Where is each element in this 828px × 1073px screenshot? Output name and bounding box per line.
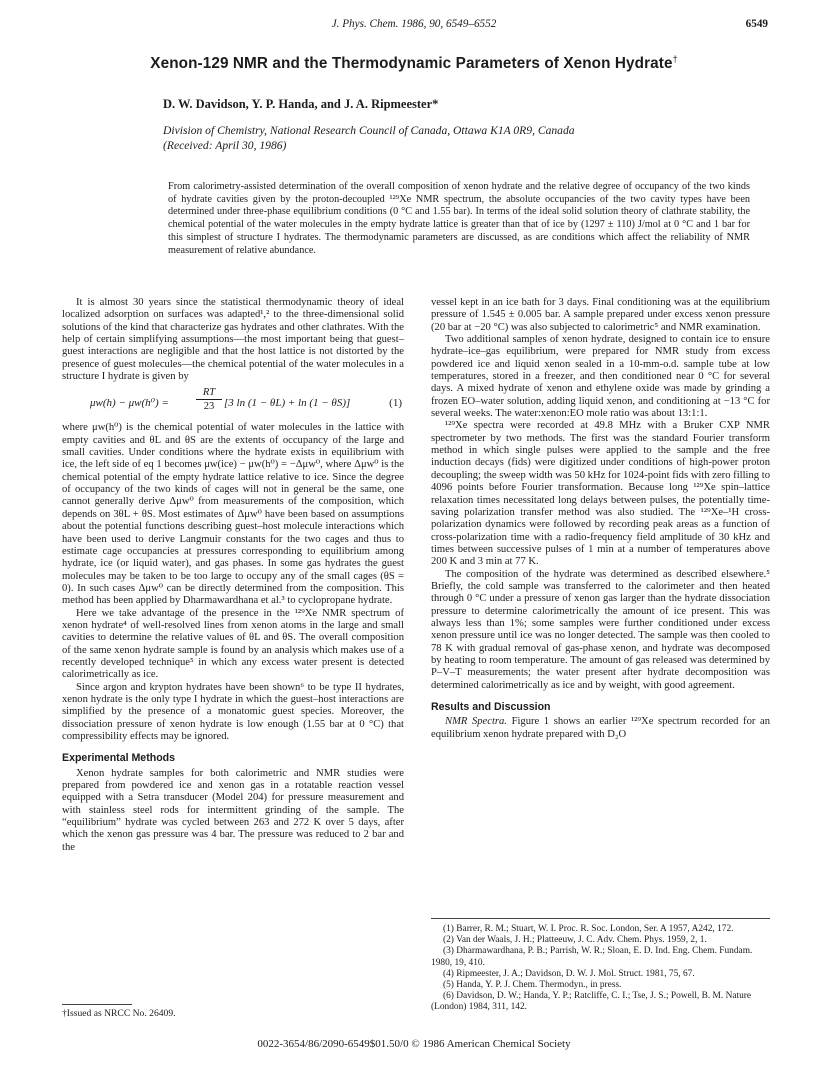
paragraph: Here we take advantage of the presence in the ¹²⁹Xe NMR spectrum of xenon hydrate⁴ of well-resolved lines from xenon atoms in the large and small cavities to determine the relative values of θL and θS. The overall composition of the same xenon hydrate sample is found by an analysis which makes use of a recently developed technique⁵ in which any excess water present is detected calorimetrically as ice.	[62, 607, 404, 681]
author-list: D. W. Davidson, Y. P. Handa, and J. A. Ripmeester*	[163, 97, 439, 111]
paragraph: It is almost 30 years since the statistical thermodynamic theory of ideal localized adsorption on surfaces was adapted¹,² to the three-dimensional solid solutions of the kind that characterize gas hydrates and other clathrates. With the help of certain simplifying assumptions—the most important being that guest–guest interactions are negligible and that the host lattice is not distorted by the presence of guest molecules—the chemical potential of the water molecules in a structure I hydrate is given by	[62, 297, 404, 383]
equation-fraction	[196, 386, 222, 413]
journal-reference: J. Phys. Chem. 1986, 90, 6549–6552	[331, 18, 497, 30]
section-heading: Experimental Methods	[62, 752, 176, 765]
reference-item: (1) Barrer, R. M.; Stuart, W. I. Proc. R. Soc. London, Ser. A 1957, A242, 172.	[443, 924, 734, 934]
fraction-numerator: RT	[196, 386, 222, 400]
subsection-heading: NMR Spectra.	[445, 716, 507, 728]
title-footnote-mark: †	[672, 53, 678, 64]
footnote-divider	[62, 1004, 132, 1005]
affiliation-block	[163, 123, 723, 153]
references-divider	[431, 918, 770, 919]
paragraph	[431, 716, 770, 741]
reference-item: (2) Van der Waals, J. H.; Platteeuw, J. C. Adv. Chem. Phys. 1959, 2, 1.	[443, 935, 707, 946]
received-date: (Received: April 30, 1986)	[163, 139, 287, 152]
copyright-line: 0022-3654/86/2090-6549$01.50/0 © 1986 American Chemical Society	[257, 1038, 571, 1050]
section-heading: Results and Discussion	[431, 701, 551, 713]
article-title	[0, 55, 828, 73]
reference-item: (3) Dharmawardhana, P. B.; Parrish, W. R.; Sloan, E. D. Ind. Eng. Chem. Fundam. 1980, 19, 410.	[431, 946, 753, 968]
paragraph-text: Figure 1 shows an earlier ¹²⁹Xe spectrum recorded for an equilibrium xenon hydrate prepared with D₂O	[431, 716, 770, 740]
equation-rhs: [3 ln (1 − θL) + ln (1 − θS)]	[224, 397, 351, 410]
page-number: 6549	[745, 18, 768, 30]
paragraph: vessel kept in an ice bath for 3 days. Final conditioning was at the equilibrium pressure of 1.545 ± 0.005 bar. A sample prepared under excess xenon pressure (20 bar at −20 °C) was also subjected to calorimetric⁵ and NMR examination.	[431, 297, 770, 333]
running-head	[0, 18, 828, 34]
fraction-denominator: 23	[203, 401, 215, 413]
equation-number: (1)	[389, 397, 402, 410]
paragraph: Xenon hydrate samples for both calorimetric and NMR studies were prepared from powdered ice and xenon gas in a rotatable reaction vessel equipped with a Setra transducer (Model 204) for pressure measurement and with stainless steel rods for intermittent grinding of the sample. The “equilibrium” hydrate was cycled between 263 and 272 K over 5 days, after which the xenon gas pressure was 4 bar. The pressure was reduced to 2 bar and the	[62, 767, 404, 853]
paragraph: where μw(h⁰) is the chemical potential of water molecules in the lattice with empty cavities and θL and θS are the extents of occupancy of the large and small cavities. Under conditions where the hydrate exists in equilibrium with ice, the left side of eq 1 becomes μw(ice) − μw(h⁰) = −Δμw⁰, where Δμw⁰ is the chemical potential of the empty hydrate lattice relative to ice. Since the degree of occupancy of the two kinds of cages will not in general be the same, one cannot generally derive Δμw⁰ from measurements of the composition, which depends on 3θL + θS. Most estimates of Δμw⁰ have been based on assumptions about the potential functions describing guest–host molecule interactions which have been used to derive Langmuir constants for the two cages and thus to estimate cage occupancies at pressures corresponding to equilibrium among hydrate, ice (or liquid water), and gas phases. In some gas hydrates the guest molecules may be taken to be too large to occupy any of the small cages (θS = 0). In such cases Δμw⁰ can be directly determined from the composition. This method has been applied by Dharmawardhana et al.³ to cyclopropane hydrate.	[62, 422, 404, 607]
left-column	[62, 297, 404, 854]
affiliation: Division of Chemistry, National Research Council of Canada, Ottawa K1A 0R9, Canada	[163, 124, 575, 137]
reference-item: (4) Ripmeester, J. A.; Davidson, D. W. J. Mol. Struct. 1981, 75, 67.	[443, 968, 695, 979]
paragraph: Since argon and krypton hydrates have been shown⁶ to be type II hydrates, xenon hydrate is the only type I hydrate in which the guest–host interactions are simplified by the presence of a monatomic guest species. Moreover, the dissociation pressure of xenon hydrate is low enough (1.55 bar at 0 °C) that compressibility effects may be ignored.	[62, 681, 404, 742]
paragraph: The composition of the hydrate was determined as described elsewhere.⁵ Briefly, the cold sample was transferred to the calorimeter and then heated through 0 °C under a pressure of xenon gas larger than the hydrate dissociation pressure to determine calorimetrically the amount of ice present. This was always less than 1%; some samples were further conditioned under excess xenon pressure until ice was no longer detected. The sample was then cooled to 78 K with gradual removal of gas-phase xenon, and hydrate was decomposed by heating to room temperature. The amount of gas released was determined by P–V–T measurements; the water present after hydrate decomposition was determined calorimetrically as ice and by weight, with good agreement.	[431, 568, 770, 691]
abstract: From calorimetry-assisted determination of the overall composition of xenon hydrate and the relative degree of occupancy of the two kinds of hydrate cavities given by the proton-decoupled ¹²⁹Xe NMR spectrum, the absolute occupancies of the two cavity types have been determined under three-phase equilibrium conditions (0 °C and 1.55 bar). In terms of the ideal solid solution theory of clathrate stability, the chemical potential of the water molecules in the empty hydrate lattice is greater than that of ice by (1297 ± 110) J/mol at 0 °C and 1 bar for this simplest of structure I hydrates. The thermodynamic parameters are discussed, as are conditions which affect the reliability of NMR measurement of relative abundance.	[168, 181, 750, 256]
reference-item: (6) Davidson, D. W.; Handa, Y. P.; Ratcliffe, C. I.; Tse, J. S.; Powell, B. M. Nature (London) 1984, 311, 142.	[431, 991, 752, 1013]
reference-list	[431, 924, 770, 1014]
right-column	[431, 297, 770, 741]
paragraph: Two additional samples of xenon hydrate, designed to contain ice to ensure hydrate–ice–gas equilibrium, were prepared for NMR study from excess powdered ice and liquid xenon sealed in a 10-mm-o.d. sample tube at low temperatures, stored in a freezer, and then conditioned near 0 °C for several days. A mixed hydrate of xenon and ethylene oxide was made by grinding a frozen EO–water solution, adding liquid xenon, and conditioning at −13 °C for several weeks. The water:xenon:EO mole ratio was about 13:1:1.	[431, 334, 770, 420]
title-footnote: †Issued as NRCC No. 26409.	[62, 1008, 176, 1019]
equation-1	[62, 386, 404, 420]
article-title-text: Xenon-129 NMR and the Thermodynamic Parameters of Xenon Hydrate	[150, 55, 673, 72]
equation-lhs: μw(h) − μw(h⁰) =	[90, 397, 169, 410]
paragraph: ¹²⁹Xe spectra were recorded at 49.8 MHz with a Bruker CXP NMR spectrometer by two methods. The first was the standard Fourier transform method in which single pulses were applied to the sample and the free induction decays (fids) were digitized under conditions of high-power proton decoupling; the sweep width was 50 kHz for 1024-point fids with zero filling to 4096 points before Fourier transformation. Because long ¹²⁹Xe spin–lattice relaxation times necessitated long delays between pulses, the potentially time-saving polarization transfer method was also studied. The ¹²⁹Xe–¹H cross-polarization dynamics were followed by recording peak areas as a function of cross-polarization time with a radio-frequency field amplitude of 30 kHz and times between successive pulses of 1 min at a number of temperatures above 200 K and 3 min at 77 K.	[431, 420, 770, 568]
reference-item: (5) Handa, Y. P. J. Chem. Thermodyn., in press.	[443, 980, 622, 991]
